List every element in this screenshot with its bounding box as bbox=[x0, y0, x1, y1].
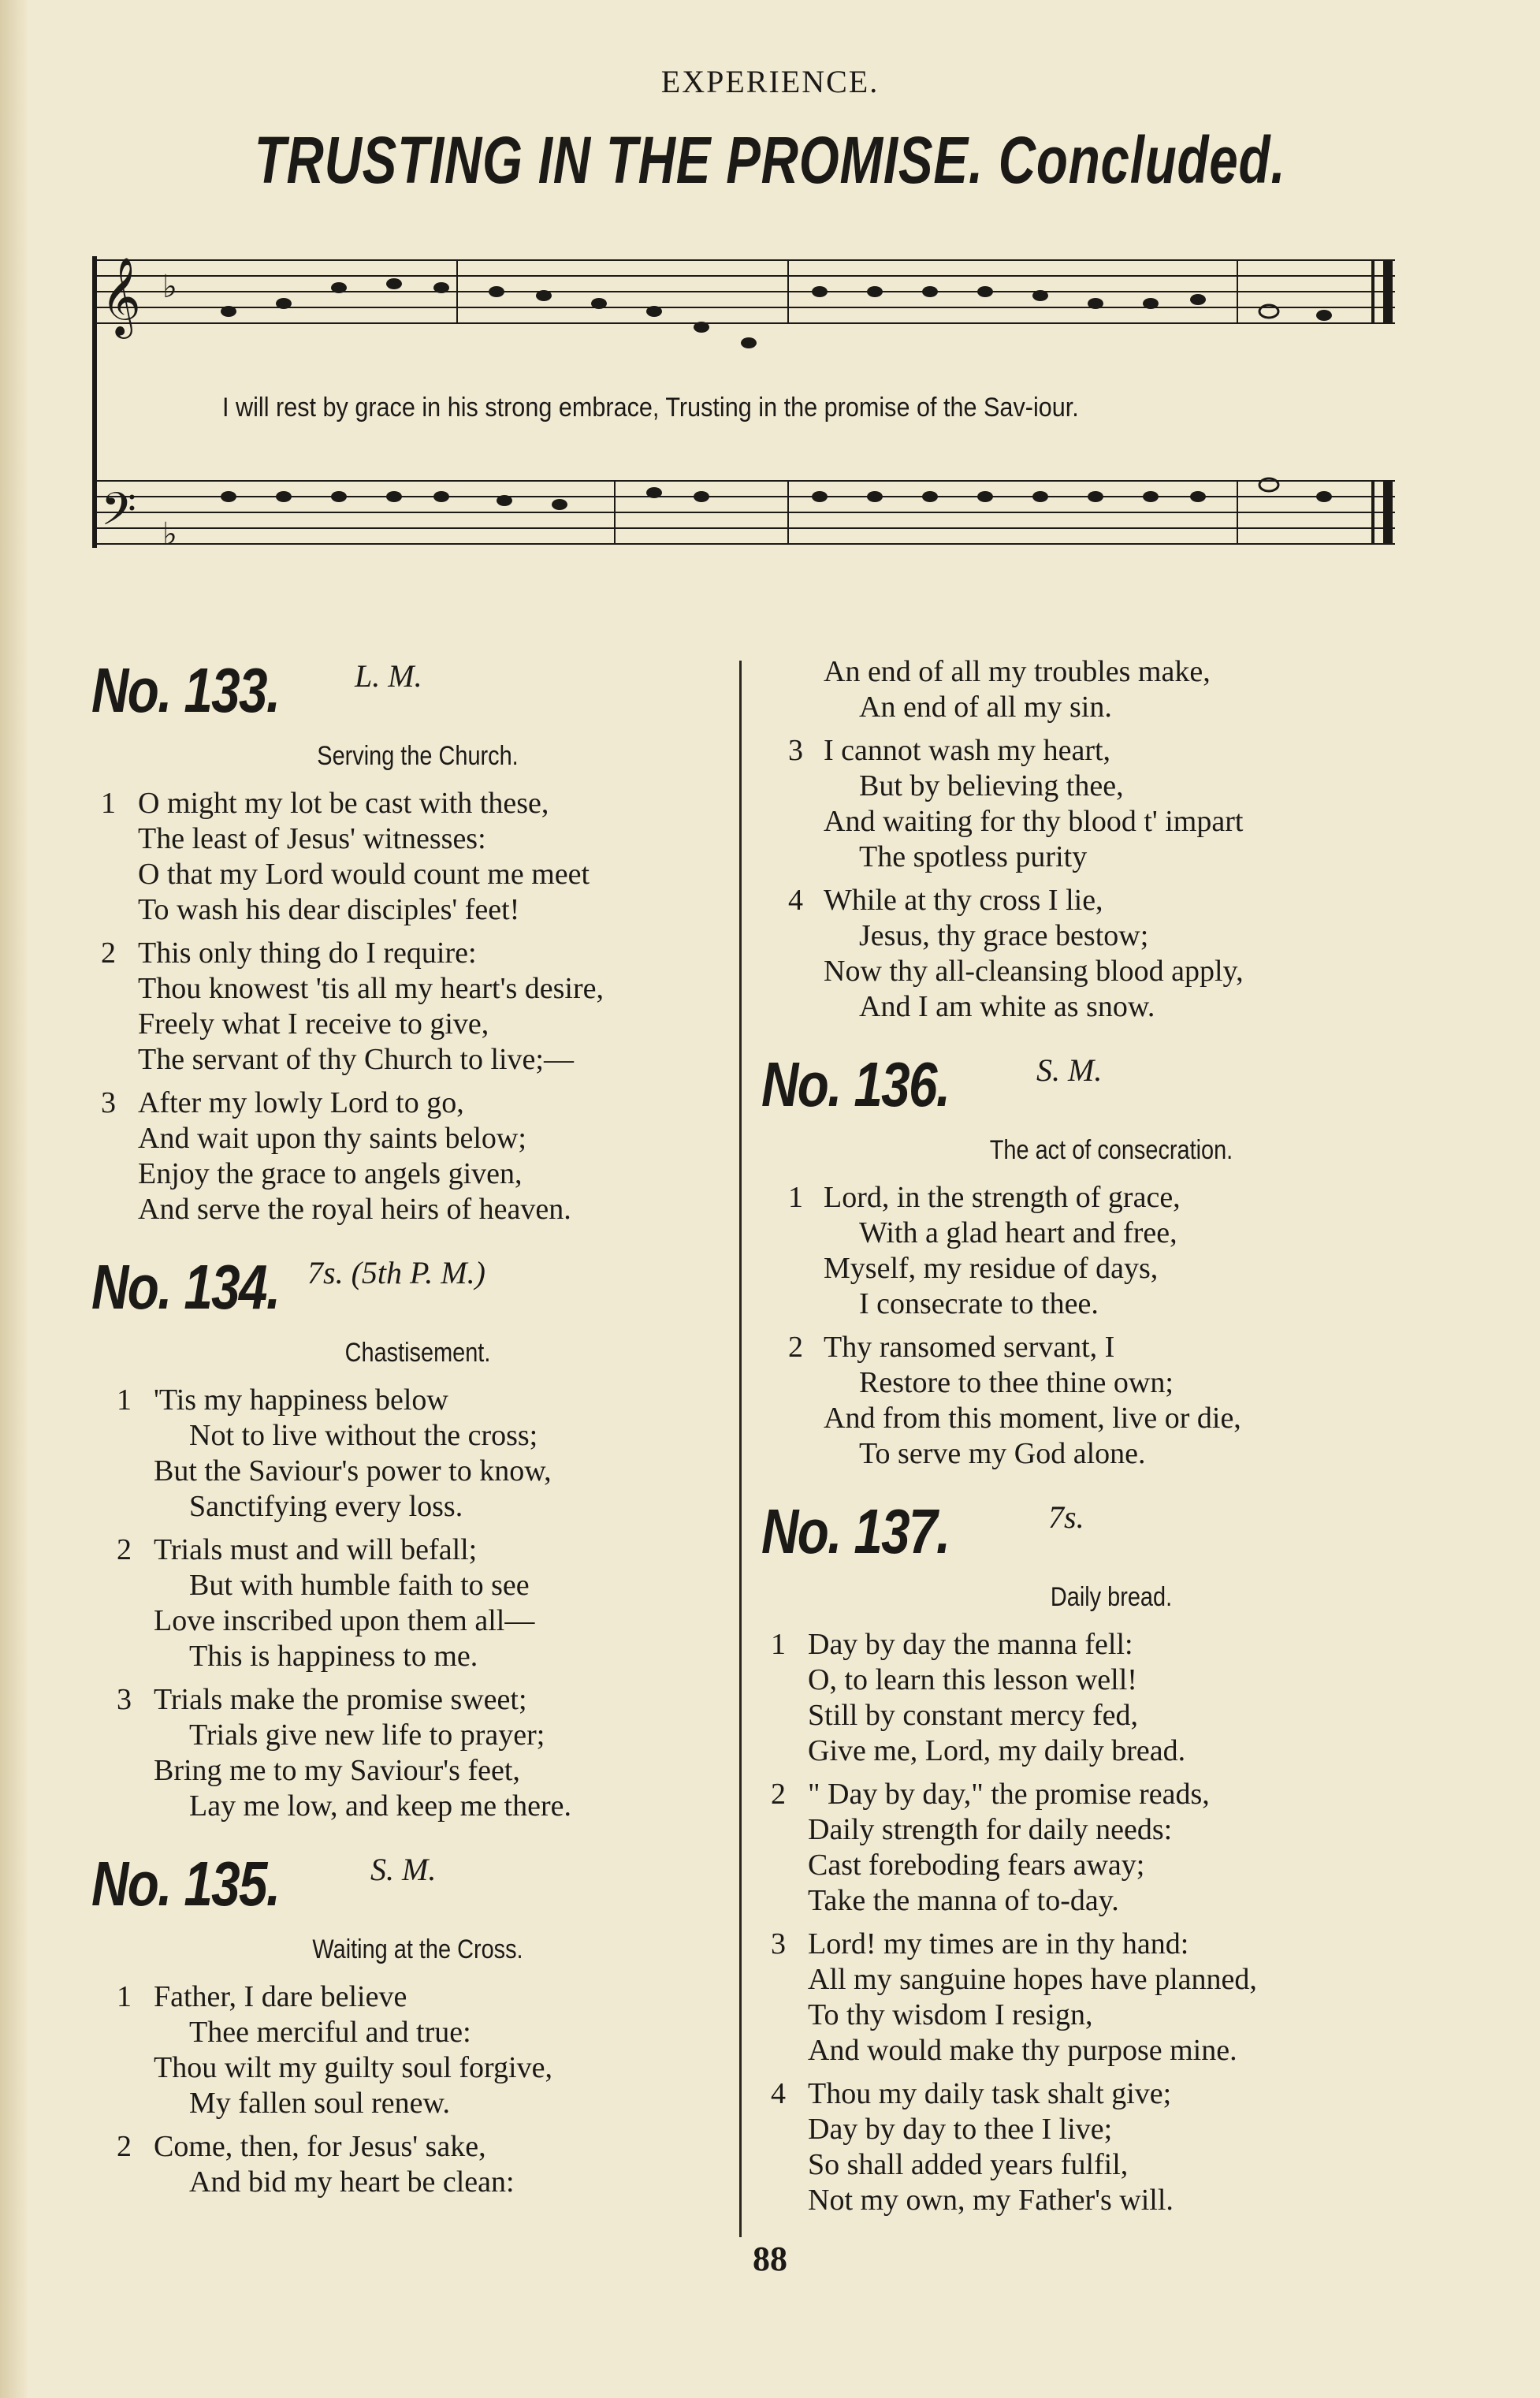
treble-staff bbox=[95, 260, 1395, 323]
stanza bbox=[757, 1777, 1466, 1919]
stanza bbox=[757, 2076, 1466, 2218]
hymn-line: I consecrate to thee. bbox=[859, 1287, 1099, 1320]
stanza bbox=[757, 1330, 1466, 1472]
hymn-line: Thy ransomed servant, I bbox=[824, 1331, 1115, 1364]
hymn-line: Thou wilt my guilty soul forgive, bbox=[154, 2051, 552, 2084]
hymn-number: No. 137. bbox=[761, 1496, 950, 1566]
tune-lyric-line: I will rest by grace in his strong embrace, Trusting in the promise of the Sav-iour. bbox=[222, 393, 1079, 423]
hymn-line: While at thy cross I lie, bbox=[824, 884, 1103, 917]
hymn-meter: L. M. bbox=[355, 658, 422, 694]
continued-stanza bbox=[757, 654, 1466, 725]
stanza-number: 2 bbox=[101, 936, 116, 970]
hymn-meter: 7s. bbox=[1048, 1499, 1084, 1535]
hymn-line: An end of all my sin. bbox=[859, 691, 1112, 724]
stanza-number: 1 bbox=[101, 787, 116, 820]
hymn-line: " Day by day," the promise reads, bbox=[808, 1778, 1210, 1811]
hymn-number: No. 136. bbox=[761, 1049, 950, 1119]
hymn-subtitle: Daily bread. bbox=[1050, 1582, 1173, 1612]
hymn-meter: S. M. bbox=[1036, 1052, 1103, 1088]
hymn-line: Trials make the promise sweet; bbox=[154, 1683, 527, 1716]
hymn-line: Trials give new life to prayer; bbox=[189, 1718, 545, 1752]
hymn-line: Day by day the manna fell: bbox=[808, 1628, 1133, 1661]
hymn-line: Myself, my residue of days, bbox=[824, 1252, 1159, 1285]
hymn-line: Not to live without the cross; bbox=[189, 1419, 538, 1452]
hymn-line: Freely what I receive to give, bbox=[138, 1007, 489, 1041]
hymn-line: Restore to thee thine own; bbox=[859, 1366, 1174, 1399]
key-flat-icon: ♭ bbox=[162, 516, 177, 553]
hymn-line: Thee merciful and true: bbox=[189, 2016, 471, 2049]
bass-clef-icon: 𝄢 bbox=[101, 482, 137, 547]
stanza-number: 1 bbox=[788, 1181, 803, 1214]
hymn-line: Daily strength for daily needs: bbox=[808, 1813, 1173, 1846]
hymn-line: O, to learn this lesson well! bbox=[808, 1663, 1137, 1696]
stanza bbox=[87, 1979, 749, 2121]
hymn-line: Day by day to thee I live; bbox=[808, 2113, 1113, 2146]
stanza-number: 2 bbox=[771, 1778, 786, 1811]
hymn-line: Bring me to my Saviour's feet, bbox=[154, 1754, 520, 1787]
hymn-line: Enjoy the grace to angels given, bbox=[138, 1157, 523, 1190]
hymn-meter: S. M. bbox=[370, 1852, 437, 1887]
stanza bbox=[757, 883, 1466, 1025]
bass-notes bbox=[221, 478, 1332, 510]
hymn-line: Father, I dare believe bbox=[154, 1980, 407, 2013]
final-barline bbox=[1371, 260, 1393, 544]
stanza-number: 2 bbox=[117, 1533, 132, 1566]
hymn-line: The least of Jesus' witnesses: bbox=[138, 822, 486, 855]
hymn-meter: 7s. (5th P. M.) bbox=[307, 1255, 485, 1290]
hymn-133 bbox=[87, 654, 749, 1227]
stanza-number: 4 bbox=[788, 884, 803, 917]
stanza bbox=[87, 1085, 749, 1227]
stanza bbox=[87, 1532, 749, 1674]
section-header: EXPERIENCE. bbox=[660, 64, 880, 99]
hymn-line: Trials must and will befall; bbox=[154, 1533, 478, 1566]
hymn-line: But by believing thee, bbox=[859, 769, 1124, 802]
stanza-number: 1 bbox=[117, 1383, 132, 1417]
stanza bbox=[757, 1180, 1466, 1322]
hymn-tune-title: TRUSTING IN THE PROMISE. Concluded. bbox=[254, 123, 1286, 197]
hymn-line: But the Saviour's power to know, bbox=[154, 1454, 552, 1488]
treble-notes bbox=[221, 278, 1332, 348]
hymn-line: Thou my daily task shalt give; bbox=[808, 2077, 1172, 2110]
hymn-line: The spotless purity bbox=[859, 840, 1088, 873]
hymn-line: I cannot wash my heart, bbox=[824, 734, 1111, 767]
hymn-line: 'Tis my happiness below bbox=[154, 1383, 448, 1417]
stanza bbox=[87, 1682, 749, 1824]
hymn-subtitle: Waiting at the Cross. bbox=[312, 1934, 523, 1964]
stanza-number: 3 bbox=[101, 1086, 116, 1119]
hymn-136 bbox=[757, 1048, 1466, 1472]
stanza bbox=[757, 733, 1466, 875]
hymn-line: All my sanguine hopes have planned, bbox=[808, 1963, 1257, 1996]
right-column bbox=[757, 654, 1466, 2242]
hymn-number: No. 134. bbox=[91, 1252, 280, 1322]
stanza-number: 3 bbox=[788, 734, 803, 767]
stanza-number: 2 bbox=[788, 1331, 803, 1364]
hymn-line: But with humble faith to see bbox=[189, 1569, 530, 1602]
hymn-line: O might my lot be cast with these, bbox=[138, 787, 549, 820]
hymn-line: Jesus, thy grace bestow; bbox=[859, 919, 1149, 952]
treble-clef-icon: 𝄞 bbox=[101, 257, 141, 336]
hymn-line: Lord! my times are in thy hand: bbox=[808, 1927, 1189, 1960]
hymn-line: And serve the royal heirs of heaven. bbox=[138, 1193, 571, 1226]
hymn-line: O that my Lord would count me meet bbox=[138, 858, 590, 891]
hymn-134 bbox=[87, 1251, 749, 1824]
hymn-line: And wait upon thy saints below; bbox=[138, 1122, 526, 1155]
hymn-line: So shall added years fulfil, bbox=[808, 2148, 1129, 2181]
hymn-subtitle: Chastisement. bbox=[344, 1338, 491, 1368]
stanza bbox=[87, 2129, 749, 2200]
key-flat-icon: ♭ bbox=[162, 269, 177, 305]
hymn-line: And from this moment, live or die, bbox=[824, 1402, 1241, 1435]
hymn-line: To thy wisdom I resign, bbox=[808, 1998, 1093, 2031]
hymn-line: Not my own, my Father's will. bbox=[808, 2184, 1174, 2217]
page-number: 88 bbox=[753, 2240, 787, 2278]
hymn-line: Still by constant mercy fed, bbox=[808, 1699, 1138, 1732]
hymn-number: No. 135. bbox=[91, 1849, 280, 1919]
hymn-line: Take the manna of to-day. bbox=[808, 1884, 1119, 1917]
hymn-135 bbox=[87, 1848, 749, 2200]
hymn-subtitle: The act of consecration. bbox=[989, 1135, 1233, 1165]
hymn-line: Thou knowest 'tis all my heart's desire, bbox=[138, 972, 604, 1005]
stanza-number: 1 bbox=[117, 1980, 132, 2013]
stanza-number: 2 bbox=[117, 2130, 132, 2163]
hymn-subtitle: Serving the Church. bbox=[317, 741, 519, 771]
hymn-line: And I am white as snow. bbox=[859, 990, 1155, 1023]
hymn-line: This only thing do I require: bbox=[138, 936, 477, 970]
hymn-137 bbox=[757, 1495, 1466, 2218]
stanza bbox=[87, 786, 749, 928]
stanza bbox=[87, 936, 749, 1078]
hymn-line: Lay me low, and keep me there. bbox=[189, 1789, 572, 1823]
hymn-line: Lord, in the strength of grace, bbox=[824, 1181, 1181, 1214]
hymn-line: Come, then, for Jesus' sake, bbox=[154, 2130, 486, 2163]
hymn-line: And would make thy purpose mine. bbox=[808, 2034, 1237, 2067]
stanza bbox=[87, 1383, 749, 1525]
stanza-number: 1 bbox=[771, 1628, 786, 1661]
left-column bbox=[87, 654, 749, 2224]
hymn-line: To serve my God alone. bbox=[859, 1437, 1146, 1470]
hymn-line: And bid my heart be clean: bbox=[189, 2165, 515, 2199]
hymn-line: And waiting for thy blood t' impart bbox=[824, 805, 1244, 838]
hymn-number: No. 133. bbox=[91, 655, 280, 725]
hymn-line: After my lowly Lord to go, bbox=[138, 1086, 464, 1119]
bass-staff bbox=[95, 481, 1395, 544]
hymn-line: This is happiness to me. bbox=[189, 1640, 478, 1673]
stanza bbox=[757, 1927, 1466, 2068]
stanza-number: 3 bbox=[771, 1927, 786, 1960]
hymn-line: Cast foreboding fears away; bbox=[808, 1849, 1145, 1882]
hymn-line: Give me, Lord, my daily bread. bbox=[808, 1734, 1186, 1767]
hymn-line: Sanctifying every loss. bbox=[189, 1490, 463, 1523]
stanza-number: 4 bbox=[771, 2077, 786, 2110]
stanza bbox=[757, 1627, 1466, 1769]
hymn-line: The servant of thy Church to live;— bbox=[138, 1043, 574, 1076]
page-binding-edge bbox=[0, 0, 27, 2398]
hymn-line: With a glad heart and free, bbox=[859, 1216, 1177, 1249]
hymn-line: An end of all my troubles make, bbox=[824, 655, 1211, 688]
hymn-line: My fallen soul renew. bbox=[189, 2087, 450, 2120]
hymn-line: To wash his dear disciples' feet! bbox=[138, 893, 520, 926]
hymn-line: Now thy all-cleansing blood apply, bbox=[824, 955, 1244, 988]
hymn-line: Love inscribed upon them all— bbox=[154, 1604, 535, 1637]
stanza-number: 3 bbox=[117, 1683, 132, 1716]
